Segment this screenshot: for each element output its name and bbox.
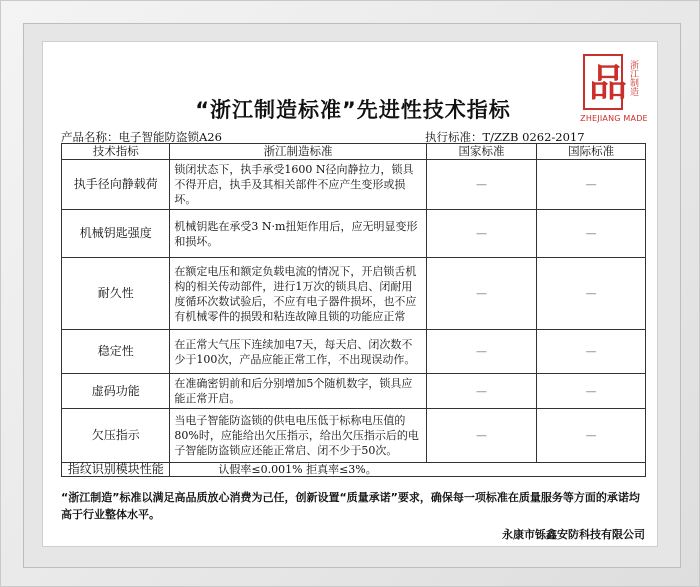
national-value: — — [426, 160, 537, 210]
table-row — [62, 258, 646, 330]
footer-statement: “浙江制造”标准以满足高品质放心消费为己任，创新设置“质量承诺”要求，确保每一项标准在质量服务等方面的承诺均高于行业整体水平。 — [61, 491, 640, 521]
indicator-name: 耐久性 — [62, 258, 170, 330]
international-value: — — [537, 374, 646, 409]
logo-seal-box — [583, 54, 628, 110]
indicator-text: 机械钥匙在承受3 N·m扭矩作用后，应无明显变形和损坏。 — [170, 210, 426, 258]
international-value: — — [537, 409, 646, 463]
indicator-name: 指纹识别模块性能 — [62, 463, 170, 477]
logo-char: 品 — [589, 60, 628, 105]
table-row — [62, 463, 646, 477]
logo-side-text: 浙江制造 — [628, 60, 638, 96]
spec-table — [61, 143, 646, 477]
table-header-row — [62, 144, 646, 160]
international-value: — — [537, 258, 646, 330]
national-value: — — [426, 258, 537, 330]
product-name: 产品名称：电子智能防盗锁A26 — [61, 130, 222, 144]
indicator-name: 欠压指示 — [62, 409, 170, 463]
national-value: — — [426, 210, 537, 258]
header-indicator: 技术指标 — [62, 144, 170, 160]
indicator-name: 机械钥匙强度 — [62, 210, 170, 258]
header-international-standard: 国际标准 — [537, 144, 646, 160]
international-value: — — [537, 160, 646, 210]
header-zhejiang-standard: 浙江制造标准 — [170, 144, 426, 160]
page-title: “浙江制造标准”先进性技术指标 — [195, 98, 511, 122]
indicator-text: 当电子智能防盗锁的供电电压低于标称电压值的80%时，应能给出欠压指示，给出欠压指示后的电子智能防盗锁应还能正常启、闭不少于50次。 — [170, 409, 426, 463]
header-national-standard: 国家标准 — [426, 144, 537, 160]
executive-standard: 执行标准：T/ZZB 0262-2017 — [425, 130, 585, 144]
zhejiang-made-logo — [580, 54, 648, 130]
indicator-text: 锁闭状态下，执手承受1600 N径向静拉力，锁具不得开启，执手及其相关部件不应产生变形或损坏。 — [170, 160, 426, 210]
company-name: 永康市铄鑫安防科技有限公司 — [502, 528, 645, 541]
national-value: — — [426, 330, 537, 374]
national-value: — — [426, 409, 537, 463]
table-row — [62, 409, 646, 463]
table-row — [62, 330, 646, 374]
indicator-text: 认假率≤0.001% 拒真率≤3%。 — [170, 463, 646, 477]
indicator-text: 在正常大气压下连续加电7天，每天启、闭次数不少于100次，产品应能正常工作，不出现误动作。 — [170, 330, 426, 374]
indicator-name: 稳定性 — [62, 330, 170, 374]
table-row — [62, 374, 646, 409]
table-row — [62, 210, 646, 258]
indicator-name: 执手径向静载荷 — [62, 160, 170, 210]
indicator-name: 虚码功能 — [62, 374, 170, 409]
logo-english-text: ZHEJIANG MADE — [580, 114, 648, 123]
international-value: — — [537, 210, 646, 258]
international-value: — — [537, 330, 646, 374]
table-row — [62, 160, 646, 210]
certificate-paper — [42, 41, 658, 547]
indicator-text: 在额定电压和额定负载电流的情况下，开启锁舌机构的相关传动部件，进行1万次的锁具启、闭耐用度循环次数试验后，不应有电子器件损坏，也不应有机械零件的损毁和粘连故障且锁的功能应正常 — [170, 258, 426, 330]
indicator-text: 在准确密钥前和后分别增加5个随机数字，锁具应能正常开启。 — [170, 374, 426, 409]
national-value: — — [426, 374, 537, 409]
